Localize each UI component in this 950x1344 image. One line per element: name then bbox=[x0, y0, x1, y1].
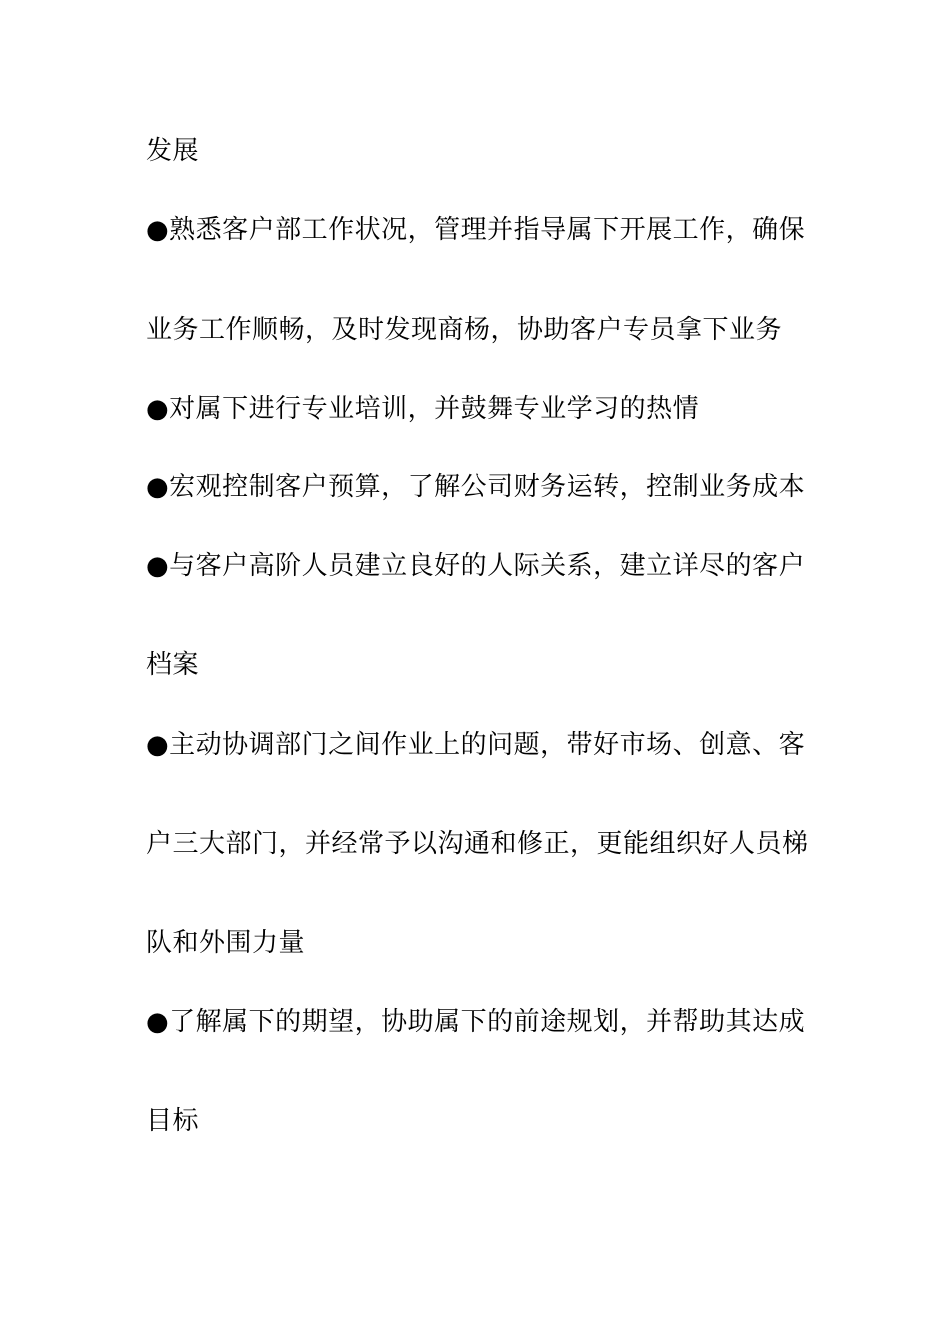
text-line-6: ●与客户高阶人员建立良好的人际关系，建立详尽的客户 bbox=[146, 551, 806, 581]
text-line-8: ●主动协调部门之间作业上的问题，带好市场、创意、客 bbox=[146, 730, 806, 760]
text-line-1: 发展 bbox=[146, 136, 200, 166]
text-line-10: 队和外围力量 bbox=[146, 928, 306, 958]
text-line-11: ●了解属下的期望，协助属下的前途规划，并帮助其达成 bbox=[146, 1007, 806, 1037]
text-line-7: 档案 bbox=[146, 650, 200, 680]
text-line-12: 目标 bbox=[146, 1106, 200, 1136]
text-line-2: ●熟悉客户部工作状况，管理并指导属下开展工作，确保 bbox=[146, 215, 806, 245]
text-line-9: 户三大部门，并经常予以沟通和修正，更能组织好人员梯 bbox=[146, 829, 809, 859]
text-line-5: ●宏观控制客户预算，了解公司财务运转，控制业务成本 bbox=[146, 472, 806, 502]
text-line-4: ●对属下进行专业培训，并鼓舞专业学习的热情 bbox=[146, 394, 700, 424]
text-line-3: 业务工作顺畅，及时发现商杨，协助客户专员拿下业务 bbox=[146, 315, 783, 345]
